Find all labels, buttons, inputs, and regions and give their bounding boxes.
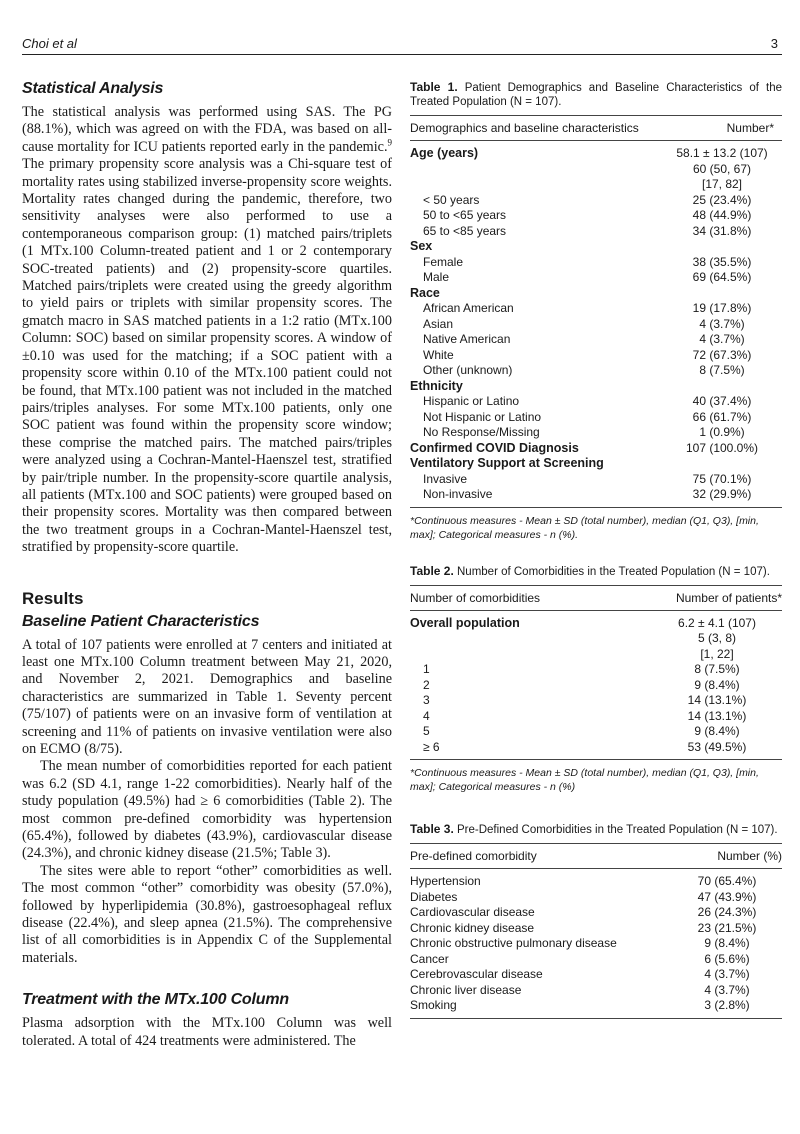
row-label: Non-invasive	[410, 487, 662, 507]
table-row	[410, 662, 782, 678]
table-row	[410, 921, 782, 937]
table-2-header-patients: Number of patients*	[652, 585, 782, 610]
row-label: Hispanic or Latino	[423, 394, 520, 408]
section-heading-results: Results	[22, 588, 84, 608]
row-value: 32 (29.9%)	[662, 487, 782, 507]
table-row	[410, 983, 782, 999]
row-label	[410, 631, 652, 647]
table-row	[410, 193, 782, 209]
row-value: 8 (7.5%)	[694, 662, 740, 676]
table-row	[410, 162, 782, 178]
table-row	[410, 208, 782, 224]
row-value: [1, 22]	[700, 646, 734, 661]
table-row	[410, 890, 782, 906]
row-label	[410, 162, 662, 178]
row-label: Not Hispanic or Latino	[423, 409, 542, 424]
row-value: 60 (50, 67)	[692, 161, 752, 176]
table-row	[410, 724, 782, 740]
row-value: 72 (67.3%)	[692, 347, 752, 362]
row-value: 66 (61.7%)	[692, 409, 752, 424]
row-value: 25 (23.4%)	[692, 192, 752, 207]
row-value: 6 (5.6%)	[704, 951, 750, 966]
table-1-caption-text: Patient Demographics and Baseline Characteristics of the Treated Population (N = 107).	[410, 82, 782, 108]
section-heading-statistical-analysis: Statistical Analysis	[22, 80, 164, 97]
table-1-caption	[410, 80, 782, 109]
table-3-body	[410, 869, 782, 1019]
row-label: 1	[423, 662, 430, 676]
row-label: ≥ 6	[410, 740, 652, 760]
table-row	[410, 952, 782, 968]
table-row	[410, 967, 782, 983]
row-value: 4 (3.7%)	[699, 332, 745, 346]
row-value: 9 (8.4%)	[694, 724, 740, 738]
citation-ref[interactable]: 9	[387, 137, 392, 148]
table-row	[410, 456, 782, 472]
table-1	[410, 80, 782, 542]
row-label: Cerebrovascular disease	[410, 967, 543, 981]
table-2-caption-text: Number of Comorbidities in the Treated Population (N = 107).	[453, 565, 770, 578]
baseline-paragraph-2: The mean number of comorbidities reported for each patient was 6.2 (SD 4.1, range 1-22 comorbidities). Nearly half of the study population (49.5%) had ≥ 6 comorbidities (Table 2). The most common pre-defined comorbidity was hypertension (65.4%), followed by diabetes (43.9%), cardiovascular disease (24.3%), and chronic kidney disease (21.5%; Table 3).	[22, 758, 392, 862]
row-value: 26 (24.3%)	[697, 905, 757, 919]
paragraph-text: The statistical analysis was performed using SAS. The PG (88.1%), which was agreed on with the FDA, was based on all-cause mortality for ICU patients reported early in the pandemic.	[22, 104, 392, 155]
table-1-footnote: *Continuous measures - Mean ± SD (total number), median (Q1, Q3), [min, max]; Categorical measures - n (%).	[410, 514, 759, 541]
row-value	[662, 239, 782, 255]
row-label: African American	[423, 301, 514, 315]
table-row	[410, 487, 782, 507]
row-label: 3	[423, 693, 430, 707]
row-label: Female	[423, 254, 464, 269]
baseline-paragraph-1: A total of 107 patients were enrolled at 7 centers and initiated at least one MTx.100 Column treatment between May 21, 2020, and November 2, 2021. Demographics and baseline characteristics are summarized in Table 1. Seventy percent (75/107) of patients were on an invasive form of ventilation at screening and 11% of patients on invasive ventilation were also on ECMO (8/75).	[22, 636, 392, 757]
table-2	[410, 564, 782, 795]
table-row	[410, 740, 782, 760]
row-value: 40 (37.4%)	[692, 394, 752, 408]
table-row	[410, 224, 782, 240]
row-value: 53 (49.5%)	[652, 740, 782, 760]
table-1-body	[410, 141, 782, 508]
row-value: 47 (43.9%)	[697, 889, 757, 904]
table-2-caption	[410, 564, 782, 579]
row-value: 6.2 ± 4.1 (107)	[678, 615, 756, 630]
row-value	[662, 379, 782, 395]
row-label: Asian	[423, 316, 454, 331]
left-column	[22, 80, 392, 1050]
row-value: 70 (65.4%)	[697, 874, 757, 888]
row-value: 58.1 ± 13.2 (107)	[676, 146, 768, 160]
section-heading-baseline: Baseline Patient Characteristics	[22, 612, 260, 630]
table-row	[410, 610, 782, 631]
row-label: Hypertension	[410, 874, 481, 888]
page-number: 3	[770, 36, 778, 51]
table-3-label: Table 3.	[410, 822, 454, 836]
row-label: 5	[423, 724, 430, 738]
row-label: Chronic obstructive pulmonary disease	[410, 936, 617, 950]
row-value: [17, 82]	[701, 177, 743, 191]
row-label: Confirmed COVID Diagnosis	[410, 440, 579, 455]
table-row	[410, 301, 782, 317]
table-row	[410, 379, 782, 395]
row-label: Smoking	[410, 998, 672, 1018]
row-label: Sex	[410, 239, 433, 253]
row-value: 9 (8.4%)	[694, 677, 740, 692]
table-row	[410, 936, 782, 952]
row-value: 69 (64.5%)	[692, 270, 752, 284]
table-row	[410, 332, 782, 348]
row-label: Ethnicity	[410, 378, 463, 393]
row-label: 65 to <85 years	[423, 223, 507, 238]
row-label: Diabetes	[410, 889, 458, 904]
row-value: 14 (13.1%)	[687, 708, 747, 723]
table-3-caption	[410, 822, 782, 837]
row-label: 50 to <65 years	[423, 208, 507, 222]
row-label: 2	[423, 677, 430, 692]
table-row	[410, 286, 782, 302]
table-3-grid	[410, 843, 782, 1019]
row-value: 75 (70.1%)	[692, 471, 752, 486]
row-value: 4 (3.7%)	[699, 316, 745, 331]
table-3	[410, 822, 782, 1019]
table-row	[410, 425, 782, 441]
table-2-label: Table 2.	[410, 563, 454, 578]
right-column	[410, 80, 782, 1019]
running-head	[22, 36, 782, 55]
journal-page	[22, 0, 782, 1134]
table-row	[410, 647, 782, 663]
table-row	[410, 317, 782, 333]
row-label: No Response/Missing	[423, 425, 540, 439]
row-value: 3 (2.8%)	[672, 998, 782, 1018]
table-3-header-number: Number (%)	[672, 844, 782, 869]
row-label: < 50 years	[423, 192, 480, 207]
row-value: 8 (7.5%)	[699, 363, 745, 377]
row-label: Cancer	[410, 951, 449, 966]
row-value: 19 (17.8%)	[692, 301, 752, 315]
section-heading-treatment: Treatment with the MTx.100 Column	[22, 991, 289, 1009]
table-row	[410, 394, 782, 410]
table-row	[410, 631, 782, 647]
row-value: 34 (31.8%)	[692, 223, 752, 238]
table-2-footnote: *Continuous measures - Mean ± SD (total number), median (Q1, Q3), [min, max]; Categorical measures - n (%)	[410, 767, 759, 793]
table-row	[410, 363, 782, 379]
row-label: Overall population	[410, 615, 520, 630]
table-row	[410, 239, 782, 255]
table-1-header-characteristic: Demographics and baseline characteristics	[410, 116, 662, 141]
table-row	[410, 270, 782, 286]
paragraph-text-cont: The primary propensity score analysis was a Chi-square test of mortality rates using stabilized inverse-propensity score weights. Mortality rates changed during the pandemic, therefore, two sensitivity analyses were also performed to use a contemporaneous comparison group: (1) matched pairs/triplets (1 MTx.100 Column-treated patient and 1 or 2 contemporary SOC-treated patients) and (2) propensity-score quartiles. Matched pairs/triplets were created using the greedy algorithm to yield pairs or triplets with similar propensity scores. The gmatch macro in SAS matched patients in a 1:2 ratio (MTx.100 Column: SOC) based on similar propensity scores. A window of ±0.10 was used for the matching; if a SOC patient with a propensity score within 0.10 of the MTx.100 patient could not be found, that MTx.100 patient was not included in the matched pairs/triples analyses. For some MTx.100 patients, only one SOC patient was found within the propensity score window; these comprise the matched pairs. The matched pairs/triples were analyzed using a Cochran-Mantel-Haenszel test, stratified by pair/triple number. In the propensity-score quartile analysis, all patients (MTx.100 and SOC patients) were grouped based on their propensity scores. Mortality was then compared between the two treatment groups in a Cochran-Mantel-Haenszel test, stratified by propensity-score quartile.	[22, 156, 392, 556]
row-value: 107 (100.0%)	[685, 440, 759, 455]
row-label: Age (years)	[410, 146, 479, 160]
row-label: Ventilatory Support at Screening	[410, 456, 604, 470]
statistical-analysis-paragraph	[22, 104, 392, 557]
table-row	[410, 255, 782, 271]
row-label: 4	[423, 708, 430, 723]
table-row	[410, 905, 782, 921]
row-label: Race	[410, 285, 440, 300]
row-value: 23 (21.5%)	[697, 920, 757, 935]
row-value: 1 (0.9%)	[699, 425, 745, 439]
table-2-body	[410, 610, 782, 760]
table-row	[410, 678, 782, 694]
row-value: 48 (44.9%)	[692, 208, 752, 222]
table-1-grid	[410, 115, 782, 508]
table-2-header-count: Number of comorbidities	[410, 585, 652, 610]
row-value	[662, 456, 782, 472]
row-value	[662, 286, 782, 302]
row-label: Invasive	[423, 471, 468, 486]
row-value: 5 (3, 8)	[697, 631, 736, 645]
row-label	[410, 177, 662, 193]
row-value: 9 (8.4%)	[704, 936, 750, 950]
row-label: Chronic kidney disease	[410, 920, 535, 935]
row-value: 4 (3.7%)	[704, 982, 750, 997]
table-row	[410, 141, 782, 162]
table-row	[410, 693, 782, 709]
table-row	[410, 709, 782, 725]
table-row	[410, 998, 782, 1018]
treatment-paragraph: Plasma adsorption with the MTx.100 Column was well tolerated. A total of 424 treatments were administered. The	[22, 1015, 392, 1049]
table-row	[410, 348, 782, 364]
running-head-author: Choi et al	[22, 36, 77, 51]
row-label: Male	[423, 270, 450, 284]
row-label: Cardiovascular disease	[410, 905, 535, 919]
row-label: Chronic liver disease	[410, 982, 522, 997]
table-row	[410, 869, 782, 890]
row-value: 38 (35.5%)	[692, 254, 752, 269]
table-row	[410, 177, 782, 193]
table-1-header-number: Number*	[662, 116, 782, 141]
row-label: White	[423, 347, 454, 362]
baseline-paragraph-3: The sites were able to report “other” comorbidities as well. The most common “other” comorbidity was obesity (57.0%), followed by hyperlipidemia (30.8%), gastroesophageal reflux disease (22.4%), and sleep apnea (21.5%). The comprehensive list of all comorbidities is in Appendix C of the Supplemental materials.	[22, 862, 392, 966]
table-1-label: Table 1.	[410, 80, 458, 94]
row-label: Other (unknown)	[423, 363, 513, 377]
row-label	[410, 647, 652, 663]
table-row	[410, 472, 782, 488]
row-value: 4 (3.7%)	[704, 967, 750, 981]
table-3-header-comorbidity: Pre-defined comorbidity	[410, 844, 672, 869]
table-3-caption-text: Pre-Defined Comorbidities in the Treated Population (N = 107).	[453, 824, 778, 836]
table-2-grid	[410, 585, 782, 761]
row-value: 14 (13.1%)	[687, 693, 747, 707]
row-label: Native American	[423, 332, 511, 346]
table-row	[410, 410, 782, 426]
table-row	[410, 441, 782, 457]
